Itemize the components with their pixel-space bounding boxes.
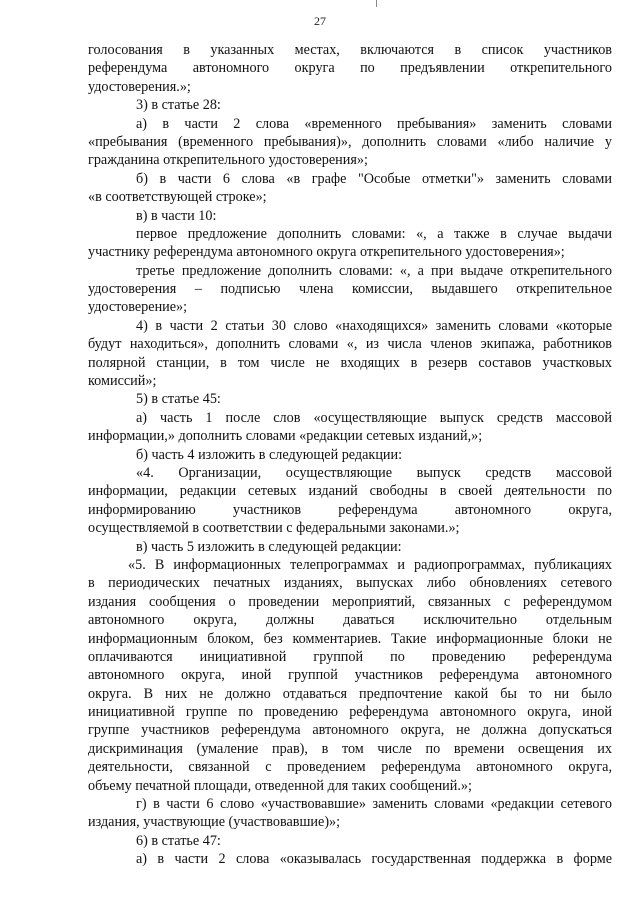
- text-line: участнику референдума автономного округа открепительного удостоверения»;: [88, 244, 565, 261]
- text-line: инициативной группе по проведению референдума автономного округа, иной: [88, 704, 612, 721]
- text-line: а) в части 2 слова «временного пребывания» заменить словами: [136, 115, 612, 132]
- text-line: информированию участников референдума автономного округа,: [88, 501, 612, 518]
- text-line: оплачиваются инициативной группой по проведению референдума: [88, 648, 612, 665]
- text-line: удостоверения – подписью члена комиссии, выдавшего открепительное: [88, 281, 612, 298]
- text-line: в) часть 5 изложить в следующей редакции:: [136, 538, 402, 555]
- text-line: 5) в статье 45:: [136, 391, 221, 408]
- text-line: информации,» дополнить словами «редакции сетевых изданий,»;: [88, 428, 483, 445]
- text-line: объему печатной площади, отведенной для таких сообщений.»;: [88, 777, 472, 794]
- text-line: информационным блоком, без комментариев. Такие информационные блоки не: [88, 630, 612, 647]
- document-body: [88, 41, 612, 869]
- text-line: деятельности, связанной с проведением референдума автономного округа,: [88, 759, 612, 776]
- text-line: б) часть 4 изложить в следующей редакции:: [136, 446, 403, 463]
- text-line: 4) в части 2 статьи 30 слово «находящихся» заменить словами «которые: [136, 317, 612, 334]
- text-line: удостоверения.»;: [88, 78, 191, 95]
- text-line: а) в части 2 слова «оказывалась государственная поддержка в форме: [136, 851, 612, 868]
- text-line: издания сообщения о проведении мероприятий, связанных с референдумом: [88, 593, 612, 610]
- text-line: б) в части 6 слова «в графе "Особые отметки"» заменить словами: [136, 170, 612, 187]
- text-line: 3) в статье 28:: [136, 97, 221, 114]
- text-line: округа. В них не должно отдаваться предпочтение какой бы то ни было: [88, 685, 612, 702]
- text-line: в периодических печатных изданиях, выпусках либо обновлениях сетевого: [88, 575, 612, 592]
- text-line: референдума автономного округа по предъявлении открепительного: [88, 60, 612, 77]
- text-line: «пребывания (временного пребывания)», дополнить словами «либо наличие у: [88, 133, 612, 150]
- text-line: будут находиться», дополнить словами «, из числа членов экипажа, работников: [88, 336, 612, 353]
- text-line: гражданина открепительного удостоверения»;: [88, 152, 368, 169]
- text-line: г) в части 6 слово «участвовавшие» заменить словами «редакции сетевого: [136, 796, 612, 813]
- text-line: осуществляемой в соответствии с федеральными законами.»;: [88, 520, 460, 537]
- text-line: автономного округа, иной группой участников референдума автономного: [88, 667, 612, 684]
- text-line: удостоверение»;: [88, 299, 188, 316]
- text-line: а) часть 1 после слов «осуществляющие выпуск средств массовой: [136, 409, 612, 426]
- scan-artifact-mark: [376, 0, 377, 7]
- text-line: голосования в указанных местах, включаются в список участников: [88, 42, 612, 58]
- text-line: 6) в статье 47:: [136, 832, 221, 849]
- text-line: группе участников референдума автономного округа, не должна допускаться: [88, 722, 612, 739]
- text-line: третье предложение дополнить словами: «, а при выдаче открепительного: [136, 262, 612, 279]
- text-line: комиссий»;: [88, 373, 157, 390]
- page-number: 27: [314, 14, 326, 28]
- text-line: издания, участвующие (участвовавшие)»;: [88, 814, 341, 831]
- text-line: дискриминация (умаление прав), в том числе по времени освещения их: [88, 740, 612, 757]
- text-line: «в соответствующей строке»;: [88, 189, 267, 206]
- text-line: в) в части 10:: [136, 207, 217, 224]
- text-line: информации, редакции сетевых изданий свободны в своей деятельности по: [88, 483, 612, 500]
- text-line: автономного округа, должны даваться исключительно отдельным: [88, 612, 612, 629]
- text-line: «5. В информационных телепрограммах и радиопрограммах, публикациях: [128, 556, 612, 573]
- text-line: первое предложение дополнить словами: «, а также в случае выдачи: [136, 225, 612, 242]
- text-line: «4. Организации, осуществляющие выпуск средств массовой: [136, 464, 612, 481]
- text-line: полярной станции, в том числе не входящих в резерв составов участковых: [88, 354, 612, 371]
